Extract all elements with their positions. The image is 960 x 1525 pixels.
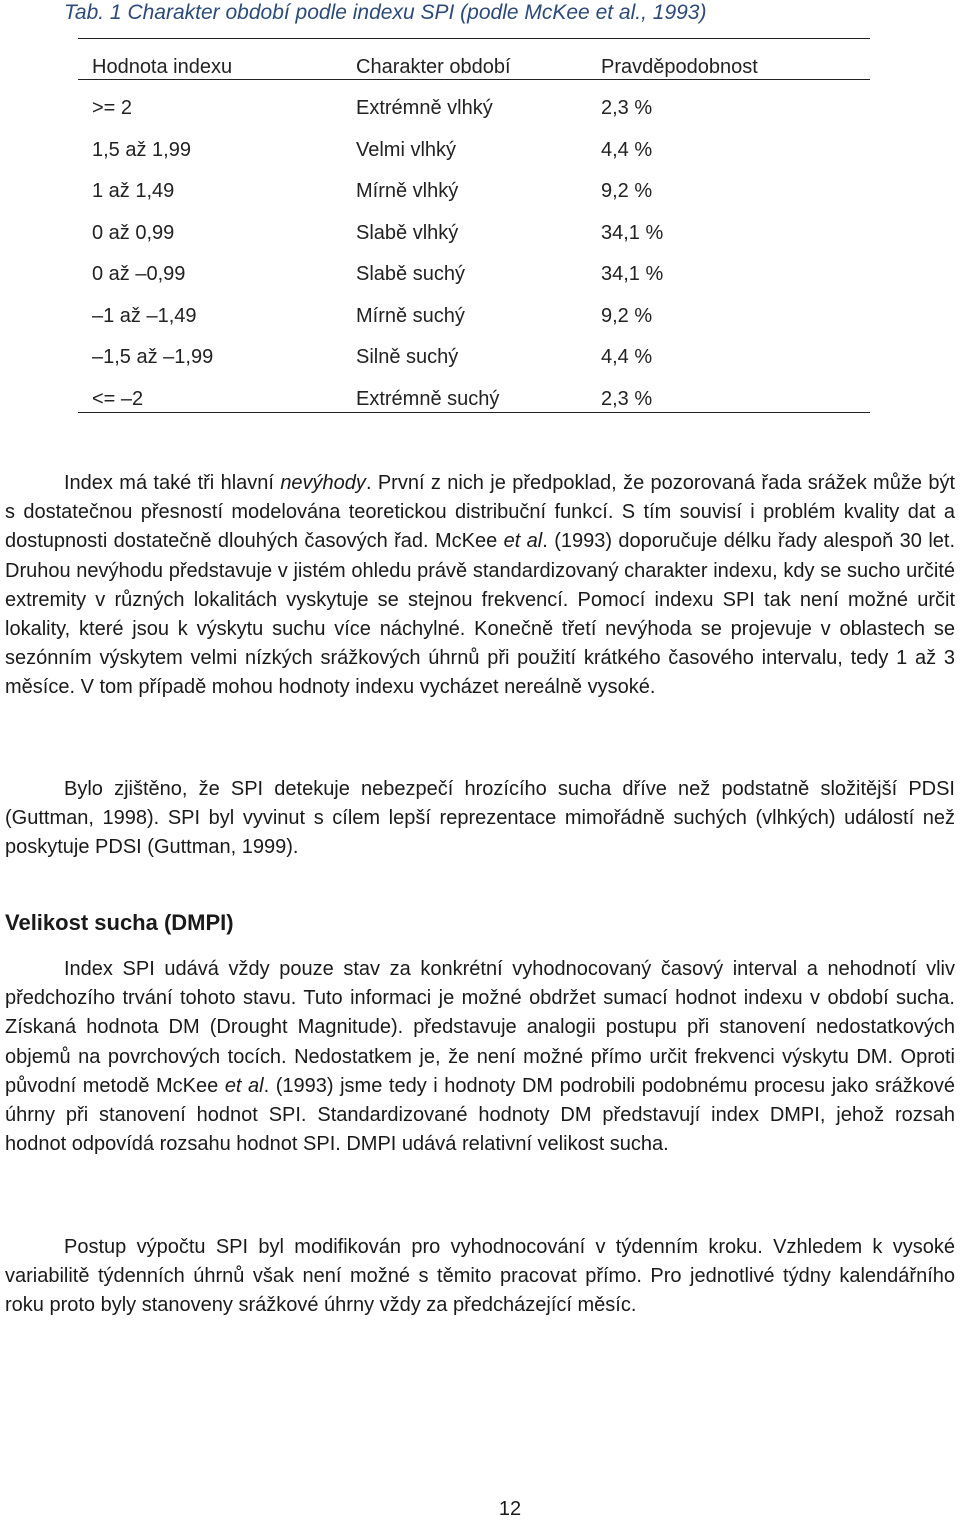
paragraph-guttman: Bylo zjištěno, že SPI detekuje nebezpečí hrozícího sucha dříve než podstatně složitější PDSI (Guttman, 1998). SPI byl vyvinut s cílem lepší reprezentace mimořádně suchých (vlhkých) událostí než poskytuje PDSI (Guttman, 1999). xyxy=(5,778,955,859)
paragraph-postup: Postup výpočtu SPI byl modifikován pro vyhodnocování v týdenním kroku. Vzhledem k vysoké variabilitě týdenních úhrnů však není možné s těmito pracovat přímo. Pro jednotlivé týdny kalendářního roku proto byly stanoveny srážkové úhrny vždy za předcházející měsíc. xyxy=(5,1236,955,1317)
table-cell: Silně suchý xyxy=(356,346,459,368)
table-top-rule xyxy=(78,38,870,39)
table-bottom-rule xyxy=(78,412,870,413)
table-cell: –1 až –1,49 xyxy=(92,305,197,327)
table-cell: 2,3 % xyxy=(601,388,653,410)
table-cell: 0 až –0,99 xyxy=(92,263,186,285)
table-cell: 34,1 % xyxy=(601,263,664,285)
table-cell: Slabě vlhký xyxy=(356,222,459,244)
table-cell: 2,3 % xyxy=(601,97,653,119)
section-heading: Velikost sucha (DMPI) xyxy=(5,910,234,935)
table-caption: Tab. 1 Charakter období podle indexu SPI (podle McKee et al., 1993) xyxy=(64,1,707,24)
paragraph-dmpi: Index SPI udává vždy pouze stav za konkrétní vyhodnocovaný časový interval a nehodnotí vliv předchozího trvání tohoto stavu. Tuto informaci je možné obdržet sumací hodnot indexu v období sucha. Získaná hodnota DM (Drought Magnitude). představuje analogii postupu při stanovení nedostatkových objemů na povrchových tocích. Nedostatkem je, že není možné přímo určit frekvenci výskytu DM. Oproti původní metodě McKee et al. (1993) jsme tedy i hodnoty DM podrobili podobnému procesu jako srážkové úhrny při stanovení hodnot SPI. Standardizované hodnoty DM představují index DMPI, jehož rozsah hodnot odpovídá rozsahu hodnot SPI. DMPI udává relativní velikost sucha. xyxy=(5,958,955,1156)
table-cell: Mírně suchý xyxy=(356,305,465,327)
table-cell: 34,1 % xyxy=(601,222,664,244)
table-cell: 1 až 1,49 xyxy=(92,180,175,202)
table-cell: >= 2 xyxy=(92,97,133,119)
page-number: 12 xyxy=(498,1498,522,1520)
table-cell: –1,5 až –1,99 xyxy=(92,346,214,368)
table-cell: 9,2 % xyxy=(601,305,653,327)
table-cell: 9,2 % xyxy=(601,180,653,202)
table-cell: 0 až 0,99 xyxy=(92,222,175,244)
table-cell: Velmi vlhký xyxy=(356,139,457,161)
table-cell: Mírně vlhký xyxy=(356,180,459,202)
table-cell: 1,5 až 1,99 xyxy=(92,139,191,161)
header-charakter-obdobi: Charakter období xyxy=(356,56,511,78)
header-hodnota-indexu: Hodnota indexu xyxy=(92,56,233,78)
table-cell: 4,4 % xyxy=(601,139,653,161)
paragraph-nevyhody: Index má také tři hlavní nevýhody. První z nich je předpoklad, že pozorovaná řada srážek může být s dostatečnou přesností modelována teoretickou distribuční funkcí. S tím souvisí i problém kvality dat a dostupnosti dostatečně dlouhých časových řad. McKee et al. (1993) doporučuje délku řady alespoň 30 let. Druhou nevýhodu představuje v jistém ohledu právě standardizovaný charakter indexu, kdy se sucho určité extremity v různých lokalitách vyskytuje se stejnou frekvencí. Pomocí indexu SPI tak není možné určit lokality, které jsou k výskytu suchu více náchylné. Konečně třetí nevýhoda se projevuje v oblastech se sezónním výskytem velmi nízkých srážkových úhrnů při použití krátkého časového intervalu, tedy 1 až 3 měsíce. V tom případě mohou hodnoty indexu vycházet nereálně vysoké. xyxy=(5,472,955,699)
table-cell: Slabě suchý xyxy=(356,263,465,285)
header-bottom-rule xyxy=(78,79,870,80)
table-cell: Extrémně vlhký xyxy=(356,97,493,119)
table-cell: Extrémně suchý xyxy=(356,388,500,410)
header-pravdepodobnost: Pravděpodobnost xyxy=(601,56,758,78)
table-cell: 4,4 % xyxy=(601,346,653,368)
table-cell: <= –2 xyxy=(92,388,144,410)
